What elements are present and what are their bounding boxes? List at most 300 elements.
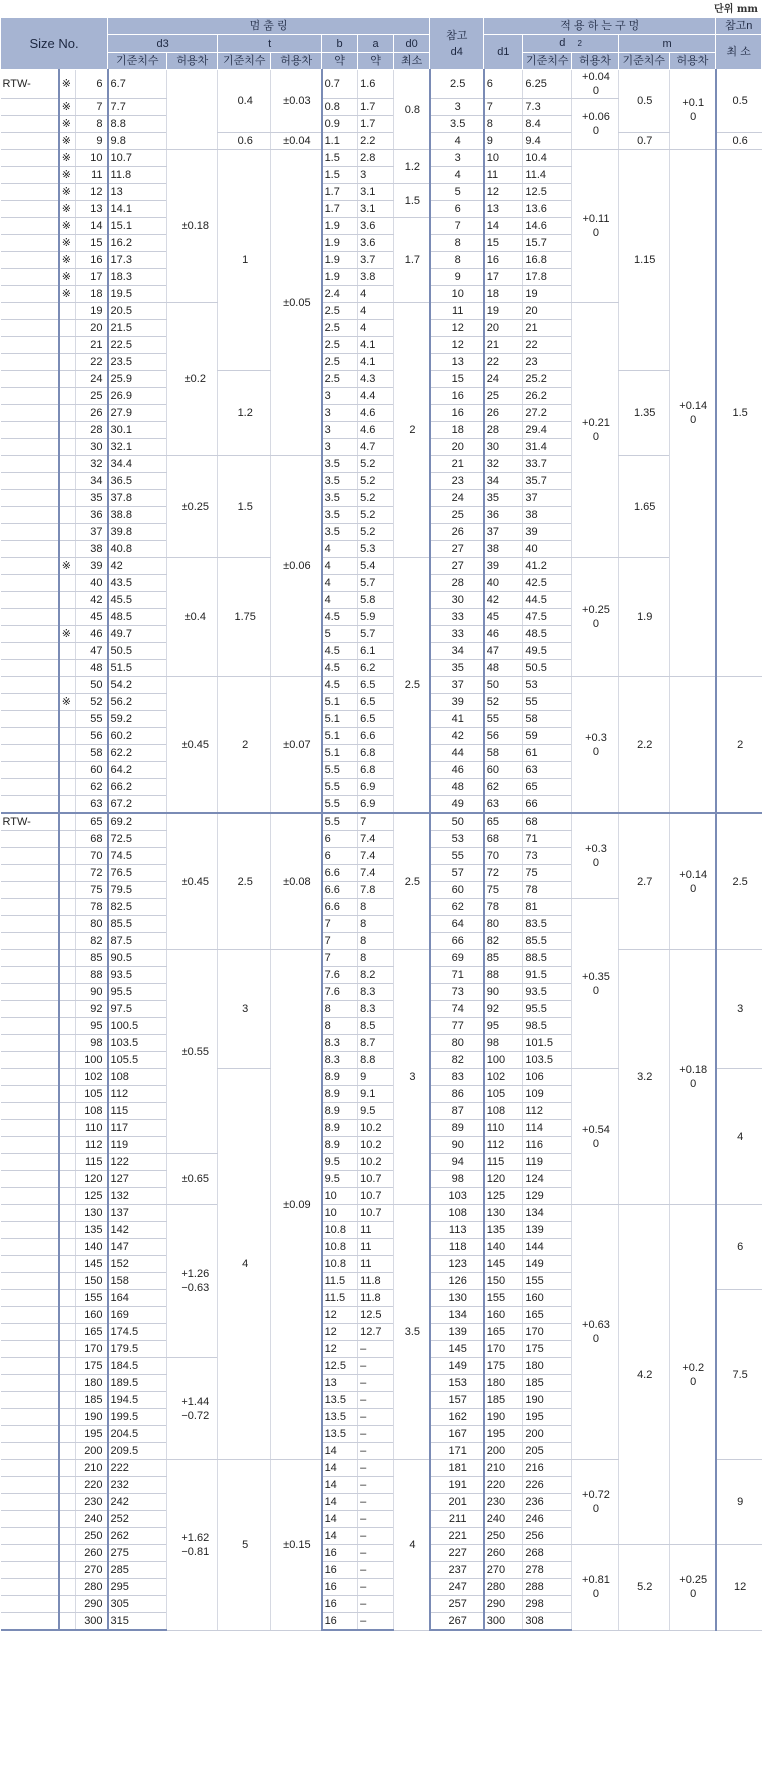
b-value: 14	[322, 1494, 358, 1511]
a-value: 3.7	[358, 252, 394, 269]
star-mark	[59, 1613, 76, 1631]
a-value: 4.1	[358, 354, 394, 371]
size-number: 85	[76, 950, 108, 967]
d2-basic: 268	[523, 1545, 572, 1562]
a-value: –	[358, 1409, 394, 1426]
d3-basic: 127	[108, 1171, 167, 1188]
a-value: 5.2	[358, 473, 394, 490]
size-number: 260	[76, 1545, 108, 1562]
cell-n: 2.5	[716, 813, 762, 950]
a-value: 12.7	[358, 1324, 394, 1341]
d1-value: 230	[484, 1494, 523, 1511]
cell-m-basic: 0.5	[618, 70, 669, 133]
cell-d0: 3	[394, 950, 430, 1205]
a-value: 10.2	[358, 1154, 394, 1171]
a-value: 3.6	[358, 235, 394, 252]
d3-basic: 40.8	[108, 541, 167, 558]
series-label	[1, 1341, 59, 1358]
d2-basic: 129	[523, 1188, 572, 1205]
d1-value: 160	[484, 1307, 523, 1324]
d4-value: 33	[430, 626, 484, 643]
a-value: –	[358, 1494, 394, 1511]
star-mark: ※	[59, 558, 76, 575]
b-value: 14	[322, 1511, 358, 1528]
star-mark	[59, 933, 76, 950]
d4-value: 201	[430, 1494, 484, 1511]
cell-n: 4	[716, 1069, 762, 1205]
a-value: 8.3	[358, 984, 394, 1001]
d4-value: 49	[430, 796, 484, 814]
star-mark	[59, 1256, 76, 1273]
d1-value: 68	[484, 831, 523, 848]
star-mark	[59, 984, 76, 1001]
d2-basic: 35.7	[523, 473, 572, 490]
a-value: –	[358, 1392, 394, 1409]
d4-value: 8	[430, 252, 484, 269]
size-number: 102	[76, 1069, 108, 1086]
series-label	[1, 1188, 59, 1205]
star-mark	[59, 779, 76, 796]
b-value: 10.8	[322, 1222, 358, 1239]
a-value: 10.2	[358, 1137, 394, 1154]
d1-value: 220	[484, 1477, 523, 1494]
series-label	[1, 1511, 59, 1528]
series-label	[1, 694, 59, 711]
series-label	[1, 899, 59, 916]
d2-basic: 11.4	[523, 167, 572, 184]
header-ref-n: 참고n	[716, 18, 762, 35]
series-label	[1, 1273, 59, 1290]
star-mark: ※	[59, 218, 76, 235]
series-label	[1, 1205, 59, 1222]
b-value: 12	[322, 1341, 358, 1358]
a-value: 4.6	[358, 405, 394, 422]
cell-t-tol: ±0.05	[271, 150, 322, 456]
series-label	[1, 252, 59, 269]
b-value: 7.6	[322, 967, 358, 984]
d3-basic: 252	[108, 1511, 167, 1528]
cell-m-basic: 2.2	[618, 677, 669, 814]
d2-basic: 27.2	[523, 405, 572, 422]
cell-d3-tol: +1.62 −0.81	[167, 1460, 218, 1631]
b-value: 2.5	[322, 371, 358, 388]
cell-n: 9	[716, 1460, 762, 1545]
star-mark	[59, 1001, 76, 1018]
series-label	[1, 1239, 59, 1256]
b-value: 14	[322, 1528, 358, 1545]
series-label	[1, 711, 59, 728]
header-d3: d3	[108, 35, 218, 53]
series-label	[1, 916, 59, 933]
series-label: RTW-	[1, 70, 59, 99]
d3-basic: 64.2	[108, 762, 167, 779]
d4-value: 211	[430, 1511, 484, 1528]
series-label	[1, 1086, 59, 1103]
size-number: 180	[76, 1375, 108, 1392]
d1-value: 290	[484, 1596, 523, 1613]
star-mark	[59, 831, 76, 848]
d4-value: 27	[430, 541, 484, 558]
d2-basic: 278	[523, 1562, 572, 1579]
d4-value: 9	[430, 269, 484, 286]
d2-basic: 298	[523, 1596, 572, 1613]
d1-value: 140	[484, 1239, 523, 1256]
cell-t-tol: ±0.08	[271, 813, 322, 950]
d3-basic: 232	[108, 1477, 167, 1494]
star-mark	[59, 439, 76, 456]
star-mark	[59, 950, 76, 967]
d2-basic: 246	[523, 1511, 572, 1528]
cell-t-basic: 1.2	[218, 371, 271, 456]
header-b-approx: 약	[322, 53, 358, 70]
table-row	[1, 70, 762, 99]
d3-basic: 38.8	[108, 507, 167, 524]
a-value: 7.4	[358, 865, 394, 882]
size-number: 68	[76, 831, 108, 848]
d2-basic: 83.5	[523, 916, 572, 933]
d3-basic: 93.5	[108, 967, 167, 984]
star-mark	[59, 609, 76, 626]
series-label	[1, 150, 59, 167]
size-number: 58	[76, 745, 108, 762]
d2-basic: 13.6	[523, 201, 572, 218]
size-number: 135	[76, 1222, 108, 1239]
star-mark: ※	[59, 235, 76, 252]
d1-value: 120	[484, 1171, 523, 1188]
b-value: 0.7	[322, 70, 358, 99]
cell-t-basic: 2	[218, 677, 271, 814]
size-number: 34	[76, 473, 108, 490]
star-mark	[59, 1103, 76, 1120]
a-value: 6.9	[358, 796, 394, 814]
size-number: 155	[76, 1290, 108, 1307]
a-value: 11.8	[358, 1273, 394, 1290]
b-value: 10.8	[322, 1239, 358, 1256]
series-label	[1, 609, 59, 626]
d4-value: 13	[430, 354, 484, 371]
a-value: 3	[358, 167, 394, 184]
star-mark	[59, 882, 76, 899]
d1-value: 21	[484, 337, 523, 354]
series-label	[1, 1256, 59, 1273]
size-number: 280	[76, 1579, 108, 1596]
d4-value: 26	[430, 524, 484, 541]
star-mark	[59, 507, 76, 524]
d4-value: 130	[430, 1290, 484, 1307]
size-number: 175	[76, 1358, 108, 1375]
d2-basic: 12.5	[523, 184, 572, 201]
series-label	[1, 848, 59, 865]
d3-basic: 27.9	[108, 405, 167, 422]
d1-value: 52	[484, 694, 523, 711]
a-value: –	[358, 1426, 394, 1443]
series-label	[1, 1596, 59, 1613]
d1-value: 58	[484, 745, 523, 762]
d3-basic: 108	[108, 1069, 167, 1086]
a-value: 4.4	[358, 388, 394, 405]
a-value: 8.8	[358, 1052, 394, 1069]
star-mark	[59, 354, 76, 371]
b-value: 1.5	[322, 150, 358, 167]
series-label	[1, 1154, 59, 1171]
d4-value: 3	[430, 99, 484, 116]
b-value: 8.3	[322, 1052, 358, 1069]
d3-basic: 209.5	[108, 1443, 167, 1460]
series-label	[1, 1018, 59, 1035]
size-number: 165	[76, 1324, 108, 1341]
cell-t-tol: ±0.07	[271, 677, 322, 814]
d3-basic: 184.5	[108, 1358, 167, 1375]
a-value: –	[358, 1579, 394, 1596]
size-number: 125	[76, 1188, 108, 1205]
a-value: 7.4	[358, 831, 394, 848]
header-t-tol: 허용차	[271, 53, 322, 70]
d3-basic: 164	[108, 1290, 167, 1307]
d3-basic: 174.5	[108, 1324, 167, 1341]
d4-value: 74	[430, 1001, 484, 1018]
a-value: 12.5	[358, 1307, 394, 1324]
star-mark	[59, 1545, 76, 1562]
d2-basic: 109	[523, 1086, 572, 1103]
d1-value: 32	[484, 456, 523, 473]
star-mark	[59, 1188, 76, 1205]
star-mark: ※	[59, 269, 76, 286]
size-number: 45	[76, 609, 108, 626]
a-value: 5.2	[358, 524, 394, 541]
header-n-min: 최 소	[716, 35, 762, 70]
size-number: 145	[76, 1256, 108, 1273]
star-mark: ※	[59, 150, 76, 167]
a-value: 11	[358, 1256, 394, 1273]
d4-value: 2.5	[430, 70, 484, 99]
d1-value: 78	[484, 899, 523, 916]
star-mark	[59, 1375, 76, 1392]
b-value: 4.5	[322, 643, 358, 660]
d1-value: 105	[484, 1086, 523, 1103]
d4-value: 69	[430, 950, 484, 967]
d2-basic: 170	[523, 1324, 572, 1341]
size-number: 112	[76, 1137, 108, 1154]
d1-value: 26	[484, 405, 523, 422]
d4-value: 24	[430, 490, 484, 507]
b-value: 4.5	[322, 609, 358, 626]
size-number: 7	[76, 99, 108, 116]
series-label	[1, 643, 59, 660]
size-number: 9	[76, 133, 108, 150]
size-number: 115	[76, 1154, 108, 1171]
a-value: 4.1	[358, 337, 394, 354]
size-number: 62	[76, 779, 108, 796]
table-row	[1, 558, 762, 575]
cell-m-basic: 1.35	[618, 371, 669, 456]
d2-basic: 20	[523, 303, 572, 320]
star-mark	[59, 848, 76, 865]
series-label	[1, 1613, 59, 1631]
d3-basic: 43.5	[108, 575, 167, 592]
d3-basic: 119	[108, 1137, 167, 1154]
d4-value: 108	[430, 1205, 484, 1222]
d2-basic: 21	[523, 320, 572, 337]
series-label	[1, 1579, 59, 1596]
b-value: 6.6	[322, 899, 358, 916]
series-label	[1, 456, 59, 473]
d2-basic: 226	[523, 1477, 572, 1494]
size-number: 98	[76, 1035, 108, 1052]
d1-value: 50	[484, 677, 523, 694]
d2-basic: 165	[523, 1307, 572, 1324]
size-number: 26	[76, 405, 108, 422]
d4-value: 181	[430, 1460, 484, 1477]
star-mark	[59, 1324, 76, 1341]
star-mark	[59, 1307, 76, 1324]
b-value: 3	[322, 388, 358, 405]
a-value: 6.5	[358, 694, 394, 711]
table-body	[1, 70, 762, 1631]
d3-basic: 45.5	[108, 592, 167, 609]
d1-value: 98	[484, 1035, 523, 1052]
d3-basic: 105.5	[108, 1052, 167, 1069]
cell-d2-tol: +0.63 0	[572, 1205, 619, 1460]
size-number: 250	[76, 1528, 108, 1545]
b-value: 6	[322, 831, 358, 848]
d4-value: 90	[430, 1137, 484, 1154]
d3-basic: 50.5	[108, 643, 167, 660]
d4-value: 103	[430, 1188, 484, 1205]
d2-basic: 16.8	[523, 252, 572, 269]
d2-basic: 48.5	[523, 626, 572, 643]
cell-n: 7.5	[716, 1290, 762, 1460]
d2-basic: 61	[523, 745, 572, 762]
cell-n: 0.5	[716, 70, 762, 133]
cell-d0: 2.5	[394, 813, 430, 950]
series-label	[1, 762, 59, 779]
d2-basic: 41.2	[523, 558, 572, 575]
star-mark	[59, 1596, 76, 1613]
size-number: 42	[76, 592, 108, 609]
cell-t-tol: ±0.09	[271, 950, 322, 1460]
d1-value: 45	[484, 609, 523, 626]
star-mark	[59, 916, 76, 933]
header-d3-tol: 허용차	[167, 53, 218, 70]
d4-value: 86	[430, 1086, 484, 1103]
d2-basic: 40	[523, 541, 572, 558]
b-value: 14	[322, 1460, 358, 1477]
a-value: 1.7	[358, 116, 394, 133]
series-label	[1, 575, 59, 592]
d1-value: 18	[484, 286, 523, 303]
star-mark	[59, 1069, 76, 1086]
star-mark	[59, 1273, 76, 1290]
d1-value: 63	[484, 796, 523, 814]
d2-basic: 124	[523, 1171, 572, 1188]
series-label	[1, 490, 59, 507]
cell-t-basic: 3	[218, 950, 271, 1069]
size-number: 55	[76, 711, 108, 728]
star-mark	[59, 865, 76, 882]
d4-value: 113	[430, 1222, 484, 1239]
d3-basic: 11.8	[108, 167, 167, 184]
size-number: 8	[76, 116, 108, 133]
cell-d0: 4	[394, 1460, 430, 1631]
star-mark	[59, 1460, 76, 1477]
d4-value: 6	[430, 201, 484, 218]
b-value: 8	[322, 1018, 358, 1035]
d1-value: 17	[484, 269, 523, 286]
d3-basic: 112	[108, 1086, 167, 1103]
cell-t-basic: 4	[218, 1069, 271, 1460]
d2-basic: 88.5	[523, 950, 572, 967]
a-value: 6.8	[358, 762, 394, 779]
b-value: 7.6	[322, 984, 358, 1001]
d1-value: 80	[484, 916, 523, 933]
d2-basic: 134	[523, 1205, 572, 1222]
cell-d0: 3.5	[394, 1205, 430, 1460]
d3-basic: 199.5	[108, 1409, 167, 1426]
d1-value: 145	[484, 1256, 523, 1273]
table-row	[1, 133, 762, 150]
d2-basic: 29.4	[523, 422, 572, 439]
series-label	[1, 286, 59, 303]
d4-value: 48	[430, 779, 484, 796]
d1-value: 24	[484, 371, 523, 388]
series-label	[1, 371, 59, 388]
d3-basic: 37.8	[108, 490, 167, 507]
d4-value: 221	[430, 1528, 484, 1545]
d3-basic: 305	[108, 1596, 167, 1613]
d4-value: 5	[430, 184, 484, 201]
table-header	[1, 18, 762, 70]
d1-value: 22	[484, 354, 523, 371]
b-value: 16	[322, 1613, 358, 1631]
size-number: 36	[76, 507, 108, 524]
d4-value: 71	[430, 967, 484, 984]
a-value: 3.8	[358, 269, 394, 286]
cell-d2-tol: +0.04 0	[572, 70, 619, 99]
d4-value: 44	[430, 745, 484, 762]
star-mark: ※	[59, 116, 76, 133]
d1-value: 20	[484, 320, 523, 337]
d2-basic: 26.2	[523, 388, 572, 405]
series-label	[1, 1307, 59, 1324]
d4-value: 94	[430, 1154, 484, 1171]
star-mark	[59, 388, 76, 405]
series-label	[1, 184, 59, 201]
size-number: 39	[76, 558, 108, 575]
b-value: 3.5	[322, 456, 358, 473]
d2-basic: 81	[523, 899, 572, 916]
series-label	[1, 950, 59, 967]
d3-basic: 49.7	[108, 626, 167, 643]
d1-value: 90	[484, 984, 523, 1001]
d2-basic: 44.5	[523, 592, 572, 609]
d4-value: 73	[430, 984, 484, 1001]
d1-value: 260	[484, 1545, 523, 1562]
table-row	[1, 813, 762, 831]
d4-value: 66	[430, 933, 484, 950]
d3-basic: 90.5	[108, 950, 167, 967]
size-number: 65	[76, 813, 108, 831]
d3-basic: 242	[108, 1494, 167, 1511]
cell-d3-tol: ±0.45	[167, 677, 218, 814]
series-label	[1, 167, 59, 184]
cell-t-tol: ±0.03	[271, 70, 322, 133]
d3-basic: 315	[108, 1613, 167, 1631]
cell-t-tol: ±0.04	[271, 133, 322, 150]
series-label	[1, 1324, 59, 1341]
star-mark	[59, 1018, 76, 1035]
d4-value: 134	[430, 1307, 484, 1324]
d1-value: 95	[484, 1018, 523, 1035]
